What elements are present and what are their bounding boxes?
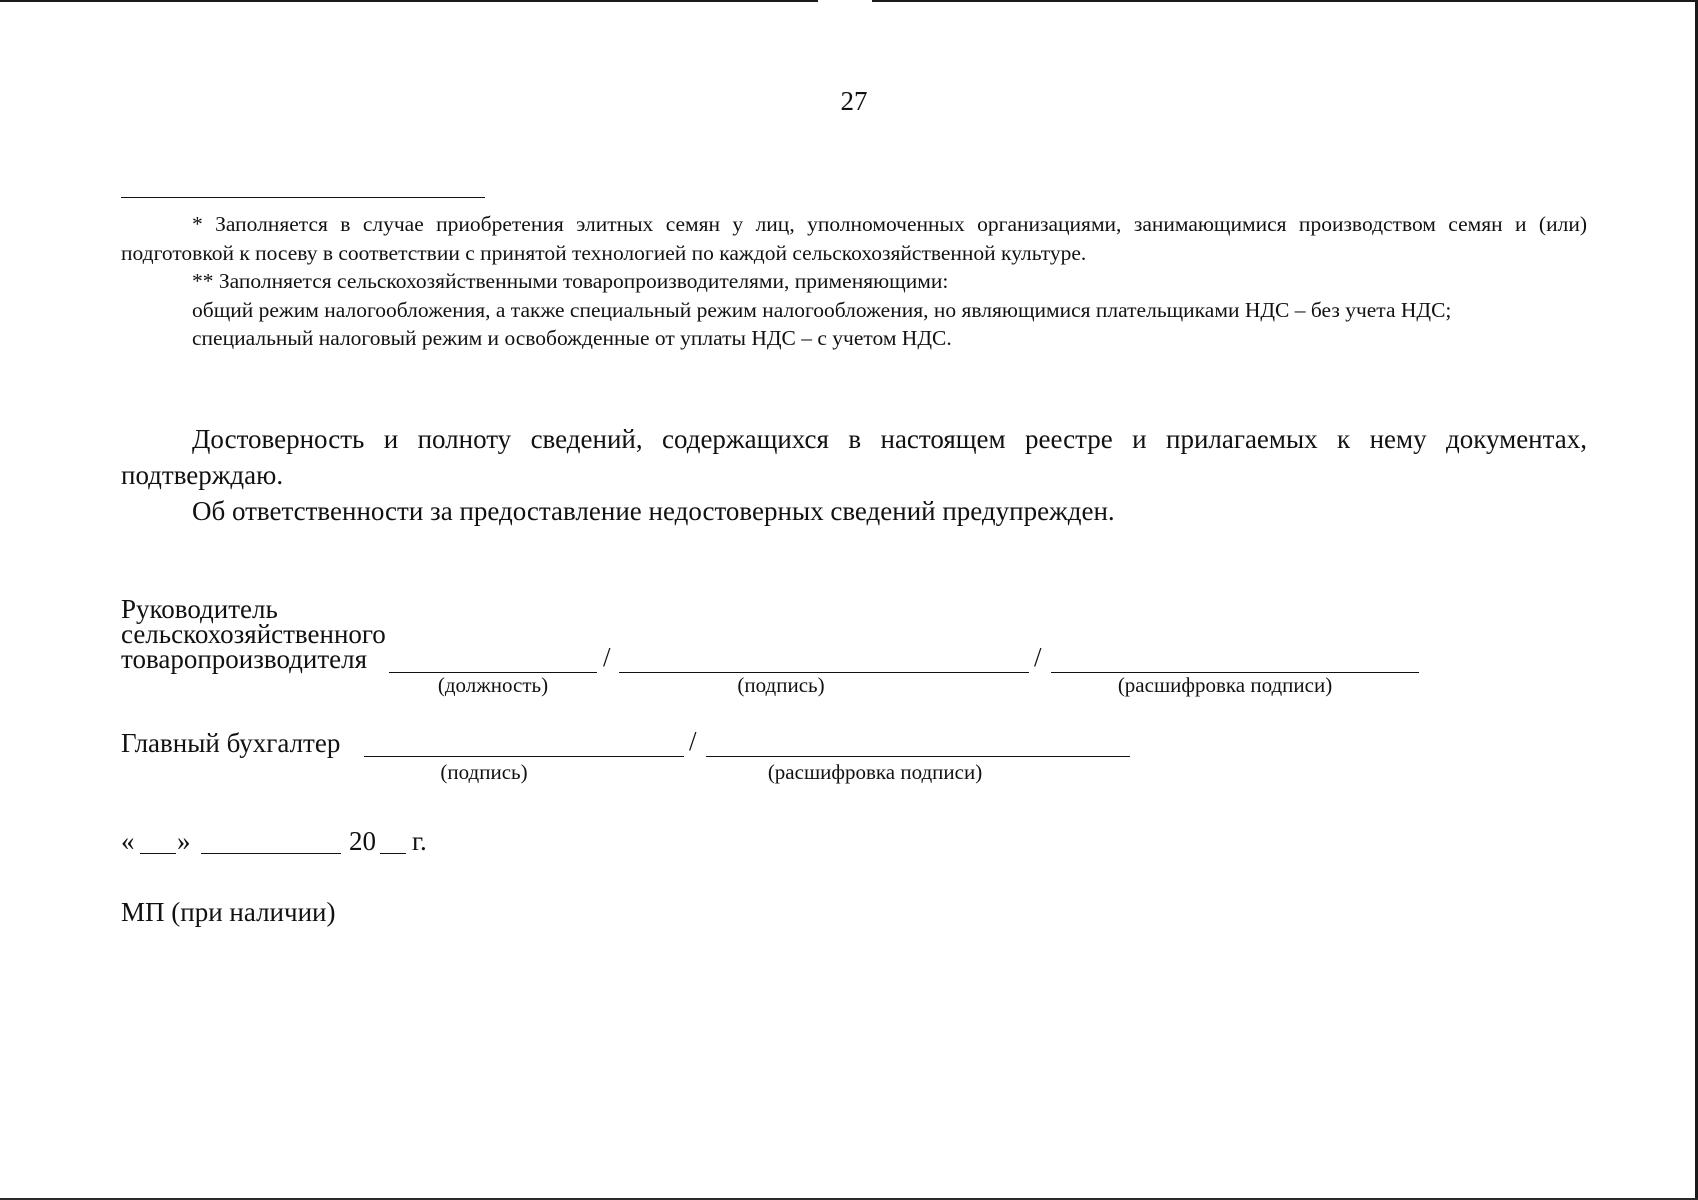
date-day-field[interactable]: [140, 853, 176, 854]
chief-accountant-caption-decoding: (расшифровка подписи): [767, 760, 983, 784]
chief-accountant-separator: /: [689, 726, 697, 756]
footnote-separator: [121, 197, 485, 198]
head-separator-2: /: [1034, 642, 1042, 672]
footnote-2-intro: ** Заполняется сельскохозяйственными товаропроизводителями, применяющими:: [192, 269, 949, 293]
footnote-1: * Заполняется в случае приобретения элитных семян у лиц, уполномоченных организациями, занимающимися производством семян и (или) подготовкой к посеву в соответствии с принятой технологией по каждой сельскохозяйственной культуре.: [121, 212, 1587, 265]
chief-accountant-label: Главный бухгалтер: [121, 728, 341, 758]
head-label-line1: Руководитель: [121, 594, 278, 624]
chief-accountant-caption-signature: (подпись): [440, 760, 528, 784]
chief-accountant-signature-field[interactable]: [364, 756, 684, 757]
date-year-field[interactable]: [380, 853, 406, 854]
stamp-label: МП (при наличии): [121, 897, 336, 927]
declaration-warned: Об ответственности за предоставление недостоверных сведений предупрежден.: [192, 496, 1115, 526]
footnote-2-item-2: специальный налоговый режим и освобожденные от уплаты НДС – с учетом НДС.: [192, 326, 952, 350]
footnotes: [121, 210, 1587, 353]
head-label-line2: сельскохозяйственного: [121, 619, 386, 649]
declaration: [121, 421, 1587, 529]
head-separator-1: /: [603, 642, 611, 672]
head-caption-decoding: (расшифровка подписи): [1117, 673, 1333, 697]
head-label-line3: товаропроизводителя: [121, 644, 368, 674]
date-month-field[interactable]: [201, 853, 341, 854]
scan-edge-top: [0, 0, 1698, 2]
scan-edge-gap: [818, 0, 872, 2]
head-caption-signature: (подпись): [737, 673, 825, 697]
date-year-prefix: 20: [349, 826, 376, 856]
chief-accountant-decoding-field[interactable]: [706, 756, 1130, 757]
footnote-2-item-1: общий режим налогообложения, а также специальный режим налогообложения, но являющимися плательщиками НДС – без учета НДС;: [192, 297, 1452, 322]
date-close-quote: »: [177, 826, 191, 856]
date-year-suffix: г.: [412, 826, 427, 856]
declaration-confirm: Достоверность и полноту сведений, содержащихся в настоящем реестре и прилагаемых к нему документах, подтверждаю.: [121, 424, 1587, 490]
head-caption-position: (должность): [437, 673, 549, 697]
page-number: 27: [840, 86, 868, 116]
date-open-quote: «: [121, 826, 135, 856]
